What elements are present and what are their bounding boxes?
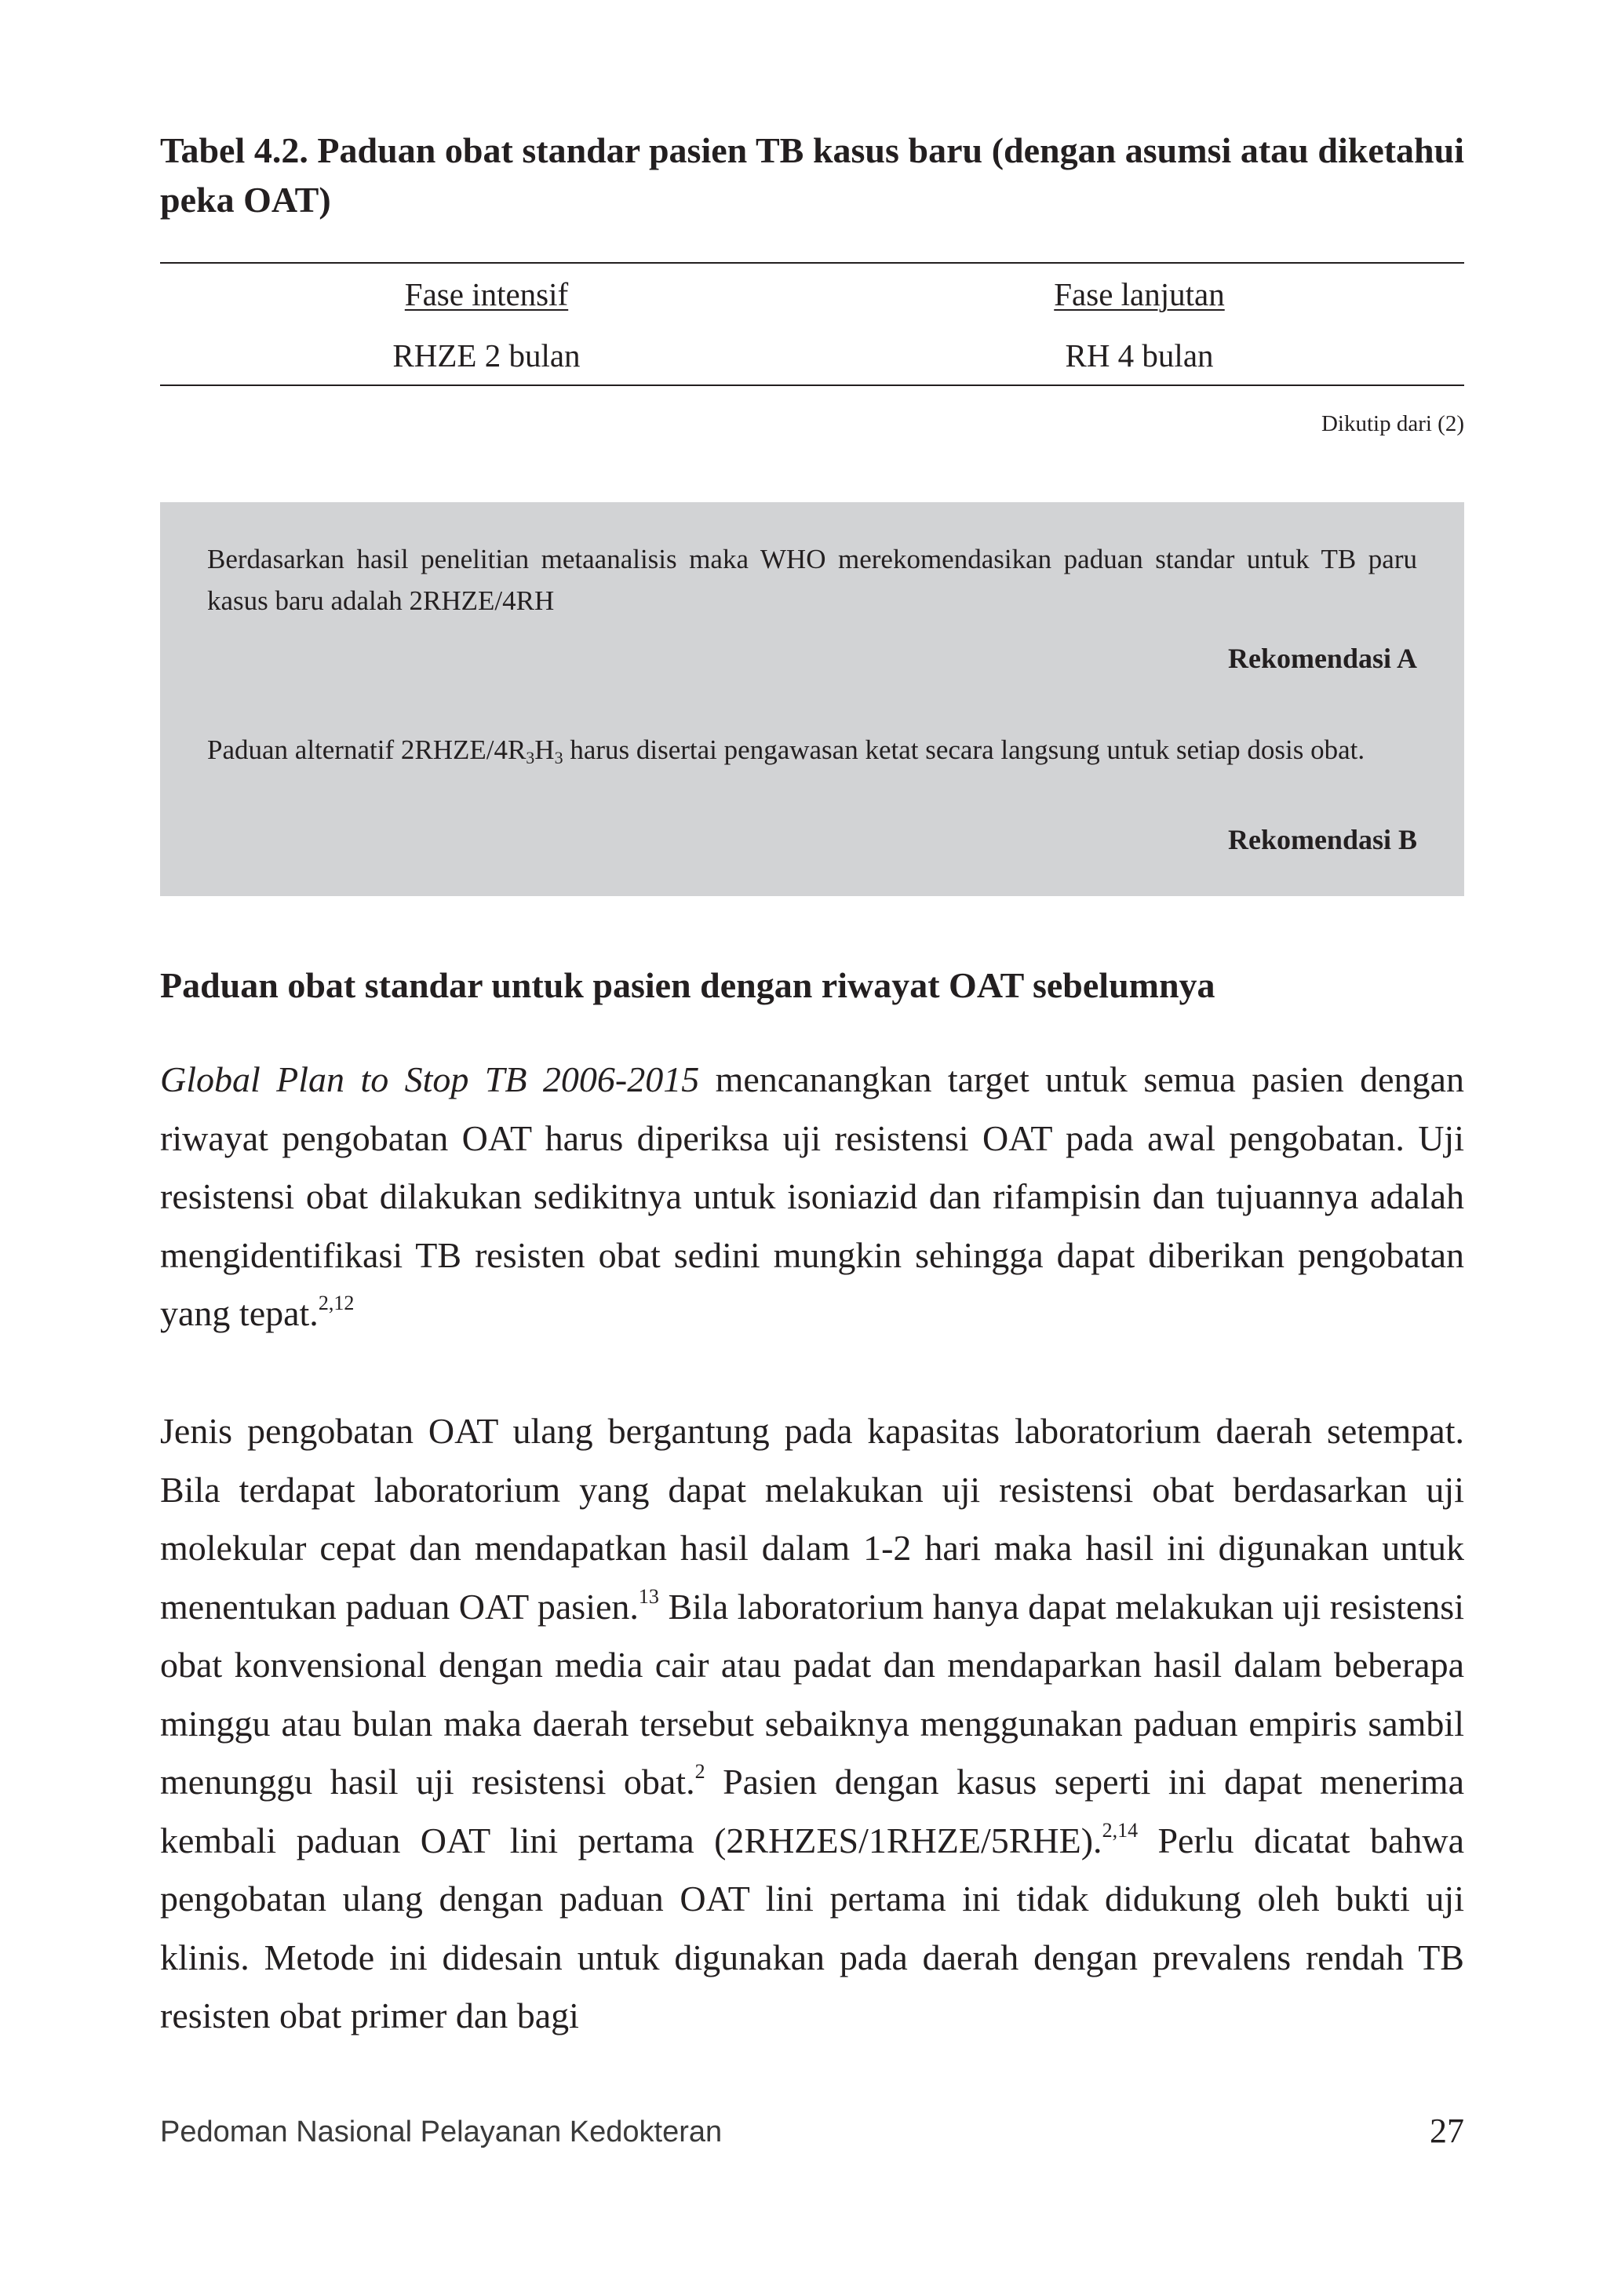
recommendation-b-text xyxy=(207,729,1417,771)
table-bottom-rule xyxy=(160,384,1464,386)
citation-ref: 2,14 xyxy=(1102,1818,1139,1842)
footer-title: Pedoman Nasional Pelayanan Kedokteran xyxy=(160,2116,723,2148)
paragraph-text: Perlu dicatat bahwa pengobatan ulang dengan paduan OAT lini pertama ini tidak didukung oleh bukti uji klinis. Metode ini didesain untuk digunakan pada daerah dengan prevalens rendah TB resisten obat primer dan bagi xyxy=(160,1820,1464,2035)
subscript: 3 xyxy=(554,748,563,767)
recommendation-b-text-end: harus disertai pengawasan ketat secara langsung untuk setiap dosis obat. xyxy=(563,734,1365,765)
citation-ref: 13 xyxy=(638,1584,659,1608)
recommendation-b-level: Rekomendasi B xyxy=(1227,824,1417,855)
subscript: 3 xyxy=(526,748,535,767)
table-source-note: Dikutip dari (2) xyxy=(1321,411,1464,436)
recommendation-a-level: Rekomendasi A xyxy=(1227,643,1417,674)
recommendation-a-text: Berdasarkan hasil penelitian metaanalisis maka WHO merekomendasikan paduan standar untuk TB paru kasus baru adalah 2RHZE/4RH xyxy=(207,544,1417,616)
citation-ref: 2,12 xyxy=(318,1292,355,1314)
table-top-rule xyxy=(160,262,1464,264)
table-cell-intensive-regimen: RHZE 2 bulan xyxy=(392,337,581,374)
body-paragraph-2 xyxy=(160,1402,1464,2046)
paragraph-text: Jenis pengobatan OAT ulang bergantung pada kapasitas laboratorium daerah setempat. Bila terdapat laboratorium yang dapat melakukan uji resistensi obat berdasarkan uji molekular cepat dan mendapatkan hasil dalam 1-2 hari maka hasil ini digunakan untuk menentukan paduan OAT pasien. xyxy=(160,1411,1464,1627)
paragraph-text: Pasien dengan kasus seperti ini dapat menerima kembali paduan OAT lini pertama (2RHZES/1RHZE/5RHE). xyxy=(160,1762,1464,1860)
recommendation-b-text-mid: H xyxy=(534,734,555,765)
recommendation-b-text-start: Paduan alternatif 2RHZE/4R xyxy=(207,734,527,765)
paragraph-text: mencanangkan target untuk semua pasien dengan riwayat pengobatan OAT harus diperiksa uji resistensi OAT pada awal pengobatan. Uji resistensi obat dilakukan sedikitnya untuk isoniazid dan rifampisin dan tujuannya adalah mengidentifikasi TB resisten obat sedini mungkin sehingga dapat diberikan pengobatan yang tepat. xyxy=(160,1059,1464,1333)
table-header-label: Fase intensif xyxy=(404,276,569,312)
paragraph-text: Bila laboratorium hanya dapat melakukan uji resistensi obat konvensional dengan media cair atau padat dan mendaparkan hasil dalam beberapa minggu atau bulan maka daerah tersebut sebaiknya menggunakan paduan empiris sambil menunggu hasil uji resistensi obat. xyxy=(160,1586,1464,1802)
table-header-intensive-phase xyxy=(330,275,643,313)
italic-plan-title: Global Plan to Stop TB 2006-2015 xyxy=(160,1059,700,1099)
table-cell-continuation-regimen: RH 4 bulan xyxy=(1065,337,1214,374)
page-number: 27 xyxy=(1430,2112,1464,2150)
body-paragraph-1 xyxy=(160,1051,1464,1343)
table-title: Tabel 4.2. Paduan obat standar pasien TB kasus baru (dengan asumsi atau diketahui peka OAT) xyxy=(160,130,1464,220)
table-header-label: Fase lanjutan xyxy=(1054,276,1225,312)
table-header-continuation-phase xyxy=(982,275,1296,313)
section-heading: Paduan obat standar untuk pasien dengan riwayat OAT sebelumnya xyxy=(160,965,1215,1005)
citation-ref: 2 xyxy=(694,1760,705,1783)
